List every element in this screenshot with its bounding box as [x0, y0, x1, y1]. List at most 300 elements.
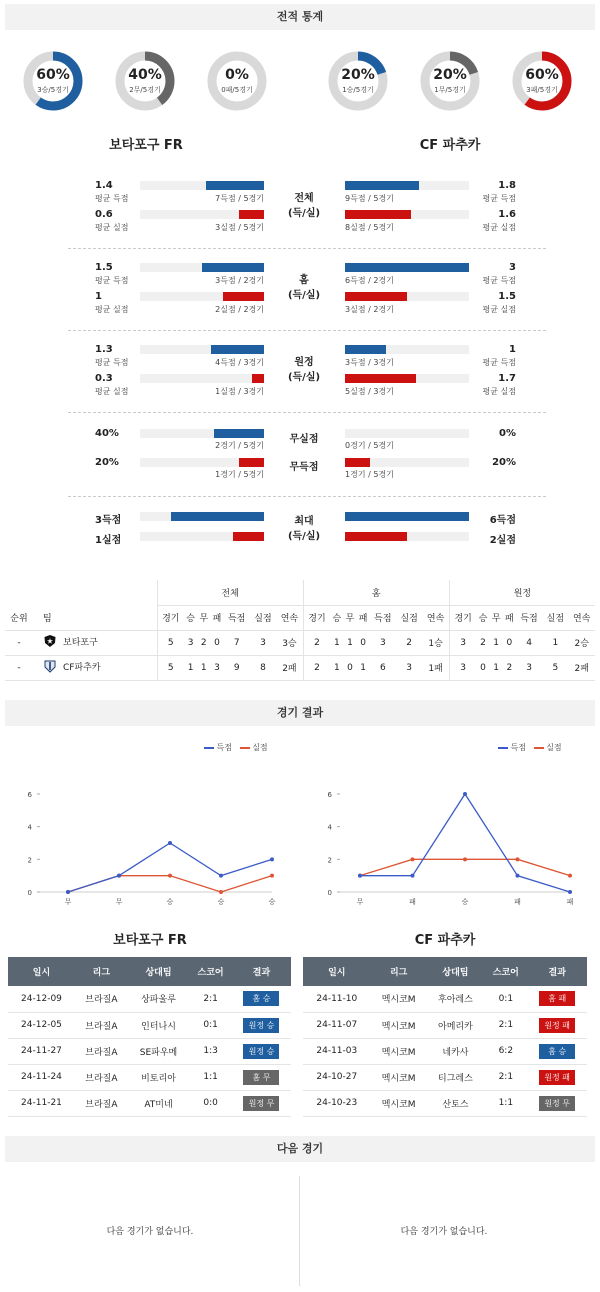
away-ga-bar: [345, 374, 416, 383]
data-point: [168, 874, 172, 878]
y-tick-label: 0: [327, 889, 332, 897]
home-next-empty: 다음 경기가 없습니다.: [106, 1227, 194, 1237]
donut-subtext: 1승/5경기: [342, 86, 374, 94]
league: 브라질A: [75, 1012, 128, 1038]
home-ga-label: 평균 실점: [95, 223, 129, 232]
x-tick-label: 패: [409, 898, 416, 906]
league: 브라질A: [75, 986, 128, 1012]
away-loss-donut: [511, 50, 573, 112]
home-no-score-pct: 20%: [95, 457, 119, 468]
match-date: 24-10-23: [303, 1090, 371, 1116]
results-header-row: [303, 957, 587, 986]
league: 브라질A: [75, 1064, 128, 1090]
x-tick-label: 승: [461, 898, 469, 906]
home-gf: 3: [370, 630, 396, 655]
home-played: 2: [303, 630, 330, 655]
league: 브라질A: [75, 1090, 128, 1116]
donut-percent: 40%: [128, 67, 162, 83]
home-ga-bar: [239, 210, 264, 219]
match-date: 24-10-27: [303, 1064, 371, 1090]
col-score: 스코어: [189, 957, 232, 986]
away-team-title: CF 파추카: [419, 138, 481, 153]
team-name: 보타포구: [63, 638, 98, 648]
match-date: 24-12-09: [8, 986, 75, 1012]
col-rank: 순위: [5, 605, 33, 630]
results-header-title: 경기 결과: [276, 706, 324, 719]
result-badge: 원정 패: [539, 1018, 575, 1033]
next-header-title: 다음 경기: [276, 1142, 324, 1155]
match-date: 24-11-21: [8, 1090, 75, 1116]
home-ga: 3: [396, 655, 422, 680]
compare-label-main: 원정: [294, 357, 314, 368]
legend-gf: 득점: [216, 743, 233, 752]
chart-legend: [498, 742, 562, 753]
table-row[interactable]: [8, 1090, 291, 1116]
data-point: [168, 841, 172, 845]
stats-header-title: 전적 통계: [276, 10, 324, 23]
total-streak: 2패: [276, 655, 303, 680]
match-date: 24-11-24: [8, 1064, 75, 1090]
home-gf-bar-label: 4득점 / 3경기: [215, 358, 264, 367]
col-streak: 연속: [569, 605, 596, 630]
data-point: [219, 890, 223, 894]
legend-ga-swatch: [240, 747, 250, 749]
col-loss: 패: [210, 605, 223, 630]
away-streak: 2패: [569, 655, 596, 680]
col-played: 경기: [157, 605, 184, 630]
away-gf-label: 평균 득점: [482, 358, 516, 367]
away-no-score-label: 1경기 / 5경기: [345, 470, 394, 479]
result-cell: [232, 1012, 291, 1038]
league: 멕시코M: [371, 1012, 427, 1038]
home-draw: 1: [343, 630, 356, 655]
data-point: [568, 874, 572, 878]
home-results-table: [8, 957, 291, 1117]
legend-ga-swatch: [534, 747, 544, 749]
away-ga: 1: [542, 630, 568, 655]
away-played: 3: [449, 630, 476, 655]
total-loss: 3: [210, 655, 223, 680]
away-gf-bar: [345, 181, 419, 190]
data-point: [463, 857, 467, 861]
team-name: CF파추카: [63, 663, 101, 673]
col-streak: 연속: [276, 605, 303, 630]
home-gf-bar: [206, 181, 264, 190]
away-win: 2: [476, 630, 489, 655]
x-tick-label: 패: [566, 898, 574, 906]
home-draw: 0: [343, 655, 356, 680]
score: 1:3: [189, 1038, 232, 1064]
result-cell: [527, 1012, 587, 1038]
data-point: [117, 874, 121, 878]
clean-sheet-label: 무실점: [289, 434, 319, 445]
col-opponent: 상대팀: [128, 957, 189, 986]
col-ga: 실점: [542, 605, 568, 630]
series-line-ga: [360, 859, 570, 875]
stats-header: [5, 4, 595, 30]
home-streak: 1승: [422, 630, 449, 655]
total-streak: 3승: [276, 630, 303, 655]
data-point: [516, 874, 520, 878]
league: 멕시코M: [371, 1090, 427, 1116]
donut-percent: 20%: [341, 67, 375, 83]
home-gf-avg: 1.4: [95, 180, 113, 191]
donut-subtext: 0패/5경기: [221, 86, 253, 94]
donut-percent: 0%: [225, 67, 249, 83]
table-row[interactable]: [5, 655, 595, 680]
donut-percent: 20%: [433, 67, 467, 83]
away-gf-bar-label: 9득점 / 5경기: [345, 194, 394, 203]
home-streak: 1패: [422, 655, 449, 680]
home-gf-bar-label: 7득점 / 5경기: [215, 194, 264, 203]
home-loss: 1: [357, 655, 370, 680]
data-point: [568, 890, 572, 894]
home-win-donut: [22, 50, 84, 112]
home-ga-avg: 1: [95, 291, 102, 302]
data-point: [411, 857, 415, 861]
opponent: AT미네: [128, 1090, 189, 1116]
data-point: [463, 792, 467, 796]
col-gf: 득점: [516, 605, 542, 630]
away-clean-sheet-pct: 0%: [499, 428, 516, 439]
data-point: [270, 857, 274, 861]
away-loss: 0: [503, 630, 516, 655]
next-header: [5, 1136, 595, 1162]
compare-label-sub: (득/실): [287, 531, 321, 542]
away-gf-label: 평균 득점: [482, 194, 516, 203]
home-gf-bar: [202, 263, 264, 272]
result-cell: [232, 1064, 291, 1090]
home-gf-label: 평균 득점: [95, 194, 129, 203]
away-no-score-bar: [345, 458, 370, 467]
table-row[interactable]: [303, 986, 587, 1012]
standings-header-row: [5, 605, 595, 630]
divider: [68, 412, 546, 413]
result-badge: 홈 무: [243, 1070, 279, 1085]
series-line-ga: [68, 876, 272, 892]
score: 0:0: [189, 1090, 232, 1116]
result-badge: 원정 패: [539, 1070, 575, 1085]
table-row[interactable]: [303, 1064, 587, 1090]
away-loss: 2: [503, 655, 516, 680]
results-header: [5, 700, 595, 726]
away-draw: 1: [490, 655, 503, 680]
score: 0:1: [189, 1012, 232, 1038]
home-gf-bar-label: 3득점 / 2경기: [215, 276, 264, 285]
away-draw-donut: [419, 50, 481, 112]
match-date: 24-12-05: [8, 1012, 75, 1038]
away-gf-bar: [345, 263, 469, 272]
league: 브라질A: [75, 1038, 128, 1064]
home-gf-avg: 1.5: [95, 262, 113, 273]
result-cell: [232, 1090, 291, 1116]
col-league: 리그: [75, 957, 128, 986]
league: 멕시코M: [371, 1064, 427, 1090]
home-ga-avg: 0.3: [95, 373, 113, 384]
score: 0:1: [484, 986, 527, 1012]
away-ga-bar-label: 3실점 / 2경기: [345, 305, 394, 314]
team-cell: [33, 630, 157, 655]
opponent: SE파우메: [128, 1038, 189, 1064]
col-streak: 연속: [422, 605, 449, 630]
x-tick-label: 무: [356, 898, 364, 906]
compare-label: [274, 191, 334, 221]
home-clean-sheet-pct: 40%: [95, 428, 119, 439]
donut-percent: 60%: [36, 67, 70, 83]
series-line-gf: [360, 794, 570, 892]
col-played: 경기: [449, 605, 476, 630]
y-tick-label: 6: [327, 791, 332, 799]
away-gf-bar-label: 3득점 / 3경기: [345, 358, 394, 367]
x-tick-label: 패: [514, 898, 521, 906]
home-clean-sheet-bar: [214, 429, 264, 438]
compare-label-sub: (득/실): [287, 372, 321, 383]
compare-label: [274, 273, 334, 303]
compare-label-main: 홈: [299, 275, 309, 286]
away-results-title: CF 파추카: [414, 933, 476, 948]
table-row[interactable]: [5, 630, 595, 655]
total-ga: 3: [250, 630, 276, 655]
home-ga-bar-label: 2실점 / 2경기: [215, 305, 264, 314]
compare-label: [274, 514, 334, 544]
x-tick-label: 승: [166, 898, 174, 906]
match-date: 24-11-07: [303, 1012, 371, 1038]
home-gf-bar: [211, 345, 264, 354]
group-home: 홈: [303, 580, 449, 605]
total-win: 1: [184, 655, 197, 680]
total-draw: 1: [197, 655, 210, 680]
col-played: 경기: [303, 605, 330, 630]
data-point: [411, 874, 415, 878]
total-gf: 9: [224, 655, 250, 680]
col-win: 승: [476, 605, 489, 630]
y-tick-label: 4: [327, 823, 332, 832]
compare-label-main: 최대: [294, 516, 314, 527]
home-no-score-bar: [239, 458, 264, 467]
compare-label: [274, 355, 334, 385]
col-date: 일시: [8, 957, 75, 986]
y-tick-label: 4: [27, 823, 32, 832]
home-ga-bar: [223, 292, 264, 301]
table-row[interactable]: [303, 1038, 587, 1064]
col-win: 승: [184, 605, 197, 630]
result-badge: 홈 승: [539, 1044, 575, 1059]
home-ga-label: 평균 실점: [95, 305, 129, 314]
home-results-title: 보타포구 FR: [113, 933, 187, 948]
table-row[interactable]: [8, 986, 291, 1012]
total-draw: 2: [197, 630, 210, 655]
y-tick-label: 2: [27, 856, 32, 865]
result-badge: 원정 무: [243, 1096, 279, 1111]
away-gf-avg: 1: [509, 344, 516, 355]
data-point: [358, 874, 362, 878]
opponent: 아메리카: [427, 1012, 485, 1038]
home-ga-label: 평균 실점: [95, 387, 129, 396]
y-tick-label: 2: [327, 856, 332, 865]
donut-percent: 60%: [525, 67, 559, 83]
col-date: 일시: [303, 957, 371, 986]
standings-group-row: [5, 580, 595, 605]
away-ga-label: 평균 실점: [482, 223, 516, 232]
table-row[interactable]: [8, 1064, 291, 1090]
donut-subtext: 2무/5경기: [129, 86, 161, 94]
away-win: 0: [476, 655, 489, 680]
away-no-score-pct: 20%: [492, 457, 516, 468]
legend-ga: 실점: [252, 743, 268, 752]
rank: -: [5, 630, 33, 655]
data-point: [219, 874, 223, 878]
match-date: 24-11-27: [8, 1038, 75, 1064]
bar-track: [345, 429, 469, 438]
away-gf: 3: [516, 655, 542, 680]
opponent: 산토스: [427, 1090, 485, 1116]
col-score: 스코어: [484, 957, 527, 986]
away-draw: 1: [490, 630, 503, 655]
home-draw-donut: [114, 50, 176, 112]
compare-label-sub: (득/실): [287, 290, 321, 301]
away-gf-bar: [345, 345, 386, 354]
away-played: 3: [449, 655, 476, 680]
col-opponent: 상대팀: [427, 957, 485, 986]
bar-track: [140, 374, 264, 383]
result-cell: [527, 1090, 587, 1116]
opponent: 상파울루: [128, 986, 189, 1012]
divider: [68, 330, 546, 331]
away-ga-bar-label: 5실점 / 3경기: [345, 387, 394, 396]
group-total: 전체: [157, 580, 303, 605]
data-point: [270, 874, 274, 878]
x-tick-label: 무: [115, 898, 123, 906]
total-win: 3: [184, 630, 197, 655]
rank: -: [5, 655, 33, 680]
away-gf: 4: [516, 630, 542, 655]
table-row[interactable]: [303, 1012, 587, 1038]
no-score-label: 무득점: [289, 462, 319, 473]
group-away: 원정: [449, 580, 595, 605]
score: 1:1: [484, 1090, 527, 1116]
opponent: 비토리아: [128, 1064, 189, 1090]
away-max-ga-bar: [345, 532, 407, 541]
home-gf-label: 평균 득점: [95, 358, 129, 367]
home-win: 1: [330, 630, 343, 655]
divider: [299, 1176, 300, 1286]
away-max-gf: 6득점: [489, 515, 516, 526]
data-point: [66, 890, 70, 894]
x-tick-label: 무: [64, 898, 72, 906]
col-win: 승: [330, 605, 343, 630]
away-streak: 2승: [569, 630, 596, 655]
opponent: 티그레스: [427, 1064, 485, 1090]
home-max-ga: 1실점: [95, 535, 122, 546]
x-tick-label: 승: [268, 898, 276, 906]
home-clean-sheet-label: 2경기 / 5경기: [215, 441, 264, 450]
league: 멕시코M: [371, 986, 427, 1012]
table-row[interactable]: [8, 1038, 291, 1064]
results-header-row: [8, 957, 291, 986]
compare-label-sub: (득/실): [287, 208, 321, 219]
col-result: 결과: [232, 957, 291, 986]
away-ga-bar: [345, 292, 407, 301]
away-gf-avg: 1.8: [498, 180, 516, 191]
match-date: 24-11-10: [303, 986, 371, 1012]
compare-label-main: 전체: [294, 193, 314, 204]
away-line-chart: [300, 780, 600, 910]
score: 6:2: [484, 1038, 527, 1064]
away-gf-avg: 3: [509, 262, 516, 273]
legend-gf-swatch: [498, 747, 508, 749]
botafogo-crest-icon: [43, 634, 57, 651]
divider: [68, 496, 546, 497]
home-ga-bar-label: 1실점 / 3경기: [215, 387, 264, 396]
chart-legend: [204, 742, 268, 753]
table-row[interactable]: [303, 1090, 587, 1116]
home-loss-donut: [206, 50, 268, 112]
pachuca-crest-icon: [43, 659, 57, 676]
result-badge: 원정 승: [243, 1044, 279, 1059]
col-league: 리그: [371, 957, 427, 986]
away-ga-avg: 1.6: [498, 209, 516, 220]
col-ga: 실점: [396, 605, 422, 630]
col-loss: 패: [503, 605, 516, 630]
col-ga: 실점: [250, 605, 276, 630]
result-badge: 원정 승: [243, 1018, 279, 1033]
home-gf-avg: 1.3: [95, 344, 113, 355]
away-ga-label: 평균 실점: [482, 305, 516, 314]
total-played: 5: [157, 655, 184, 680]
home-max-gf-bar: [171, 512, 264, 521]
home-played: 2: [303, 655, 330, 680]
donut-subtext: 3승/5경기: [37, 86, 69, 94]
score: 2:1: [484, 1012, 527, 1038]
result-badge: 홈 승: [243, 991, 279, 1006]
col-team: 팀: [33, 605, 157, 630]
total-ga: 8: [250, 655, 276, 680]
col-loss: 패: [357, 605, 370, 630]
result-cell: [527, 986, 587, 1012]
result-cell: [232, 1038, 291, 1064]
col-draw: 무: [343, 605, 356, 630]
home-ga-bar-label: 3실점 / 5경기: [215, 223, 264, 232]
col-gf: 득점: [224, 605, 250, 630]
legend-gf: 득점: [510, 743, 527, 752]
away-ga: 5: [542, 655, 568, 680]
home-max-ga-bar: [233, 532, 264, 541]
table-row[interactable]: [8, 1012, 291, 1038]
total-gf: 7: [224, 630, 250, 655]
away-ga-bar-label: 8실점 / 5경기: [345, 223, 394, 232]
opponent: 후아레스: [427, 986, 485, 1012]
result-cell: [527, 1064, 587, 1090]
home-ga: 2: [396, 630, 422, 655]
home-loss: 0: [357, 630, 370, 655]
home-gf-label: 평균 득점: [95, 276, 129, 285]
col-gf: 득점: [370, 605, 396, 630]
score: 1:1: [189, 1064, 232, 1090]
home-ga-avg: 0.6: [95, 209, 113, 220]
home-max-gf: 3득점: [95, 515, 122, 526]
home-win: 1: [330, 655, 343, 680]
opponent: 네카사: [427, 1038, 485, 1064]
standings-table: [5, 580, 595, 681]
league: 멕시코M: [371, 1038, 427, 1064]
col-result: 결과: [527, 957, 587, 986]
home-gf: 6: [370, 655, 396, 680]
away-ga-bar: [345, 210, 411, 219]
away-ga-avg: 1.5: [498, 291, 516, 302]
home-ga-bar: [252, 374, 264, 383]
home-no-score-label: 1경기 / 5경기: [215, 470, 264, 479]
away-gf-bar-label: 6득점 / 2경기: [345, 276, 394, 285]
